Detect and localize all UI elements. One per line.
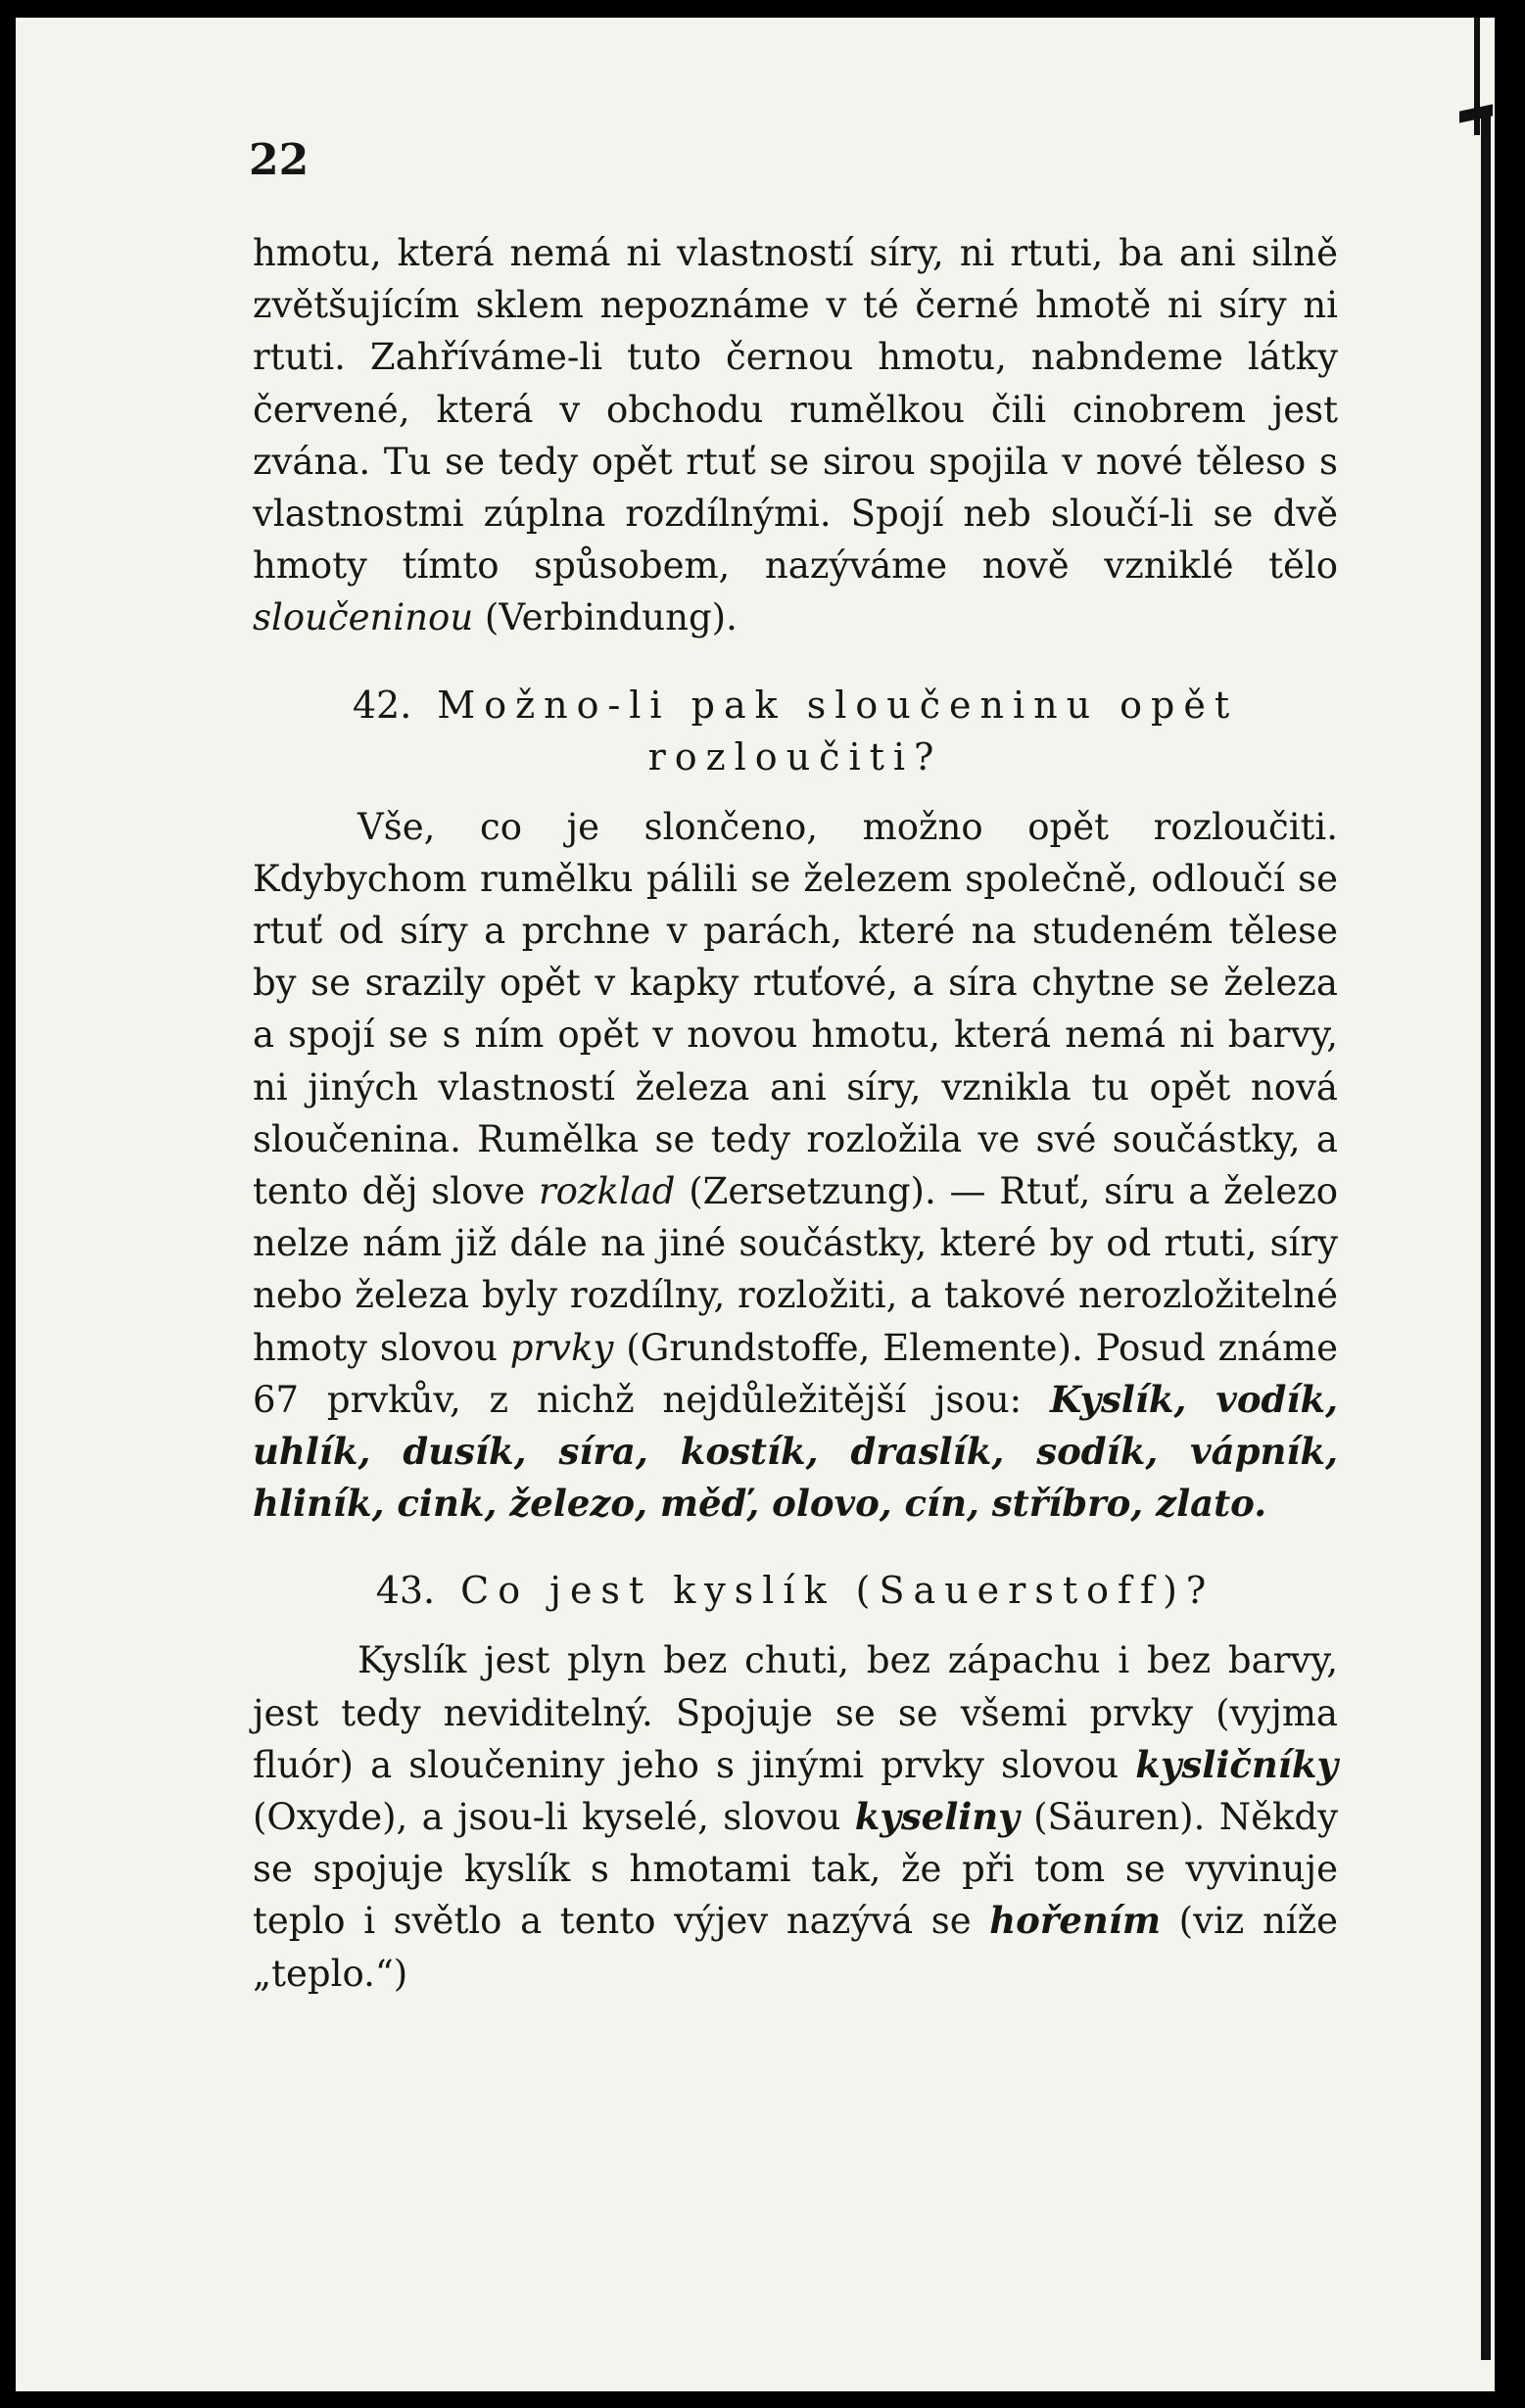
question-42-text: Možno-li pak sloučeninu opět rozloučiti? (437, 683, 1239, 779)
paragraph-3-text-c: (Säuren). Někdy se spojuje kyslík s hmotami tak, že při tom se vyvinuje teplo i světlo a tento výjev nazývá se (253, 1796, 1338, 1943)
paragraph-3 (253, 1634, 1338, 1999)
page-number: 22 (249, 135, 310, 185)
term-sloucenina: sloučeninou (253, 596, 474, 639)
question-43-number: 43. (375, 1569, 436, 1613)
question-42-number: 42. (352, 683, 412, 727)
term-rozklad: rozklad (538, 1170, 676, 1213)
element-list: Kyslík, vodík, uhlík, dusík, síra, kostík, draslík, sodík, vápník, hliník, cink, železo, měď, olovo, cín, stříbro, zlato. (253, 1377, 1338, 1526)
paragraph-2-text-a: Vše, co je slončeno, možno opět rozloučiti. Kdybychom rumělku pálili se železem společně, odloučí se rtuť od síry a prchne v parách, které na studeném tělese by se srazily opět v kapky rtuťové, a síra chytne se železa a spojí se s ním opět v novou hmotu, která nemá ni barvy, ni jiných vlastností železa ani síry, vznikla tu opět nová sloučenina. Rumělka se tedy rozložila ve své součástky, a tento děj slove (253, 805, 1338, 1213)
term-kyseliny: kyseliny (854, 1795, 1020, 1839)
question-43-heading (253, 1565, 1338, 1617)
question-43-text: Co jest kyslík (Sauerstoff)? (460, 1569, 1215, 1613)
paragraph-3-text-d: (viz níže „teplo.“) (253, 1900, 1338, 1995)
paragraph-1 (253, 227, 1338, 644)
paragraph-1-text-b: (Verbindung). (473, 596, 738, 639)
paragraph-3-text-a: Kyslík jest plyn bez chuti, bez zápachu i bez barvy, jest tedy neviditelný. Spojuje se se všemi prvky (vyjma fluór) a sloučeniny jeho s jinými prvky slovou (253, 1639, 1338, 1786)
paragraph-3-text-b: (Oxyde), a jsou-li kyselé, slovou (253, 1796, 855, 1839)
paragraph-2-text-c: (Grundstoffe, Elemente). Posud známe 67 prvkův, z nichž nejdůležitější jsou: (253, 1326, 1338, 1421)
term-prvky: prvky (509, 1326, 614, 1369)
paragraph-1-text-a: hmotu, která nemá ni vlastností síry, ni rtuti, ba ani silně zvětšujícím sklem nepoznáme v té černé hmotě ni síry ni rtuti. Zahříváme-li tuto černou hmotu, nabndeme látky červené, která v obchodu rumělkou čili cinobrem jest zvána. Tu se tedy opět rtuť se sirou spojila v nové těleso s vlastnostmi zúplna rozdílnými. Spojí neb sloučí-li se dvě hmoty tímto spůsobem, nazýváme nově vzniklé tělo (253, 232, 1338, 588)
binding-edge-line (1481, 108, 1491, 2360)
term-kyslicniky: kysličníky (1135, 1742, 1338, 1786)
page-body (253, 227, 1338, 2000)
term-horeni: hořením (989, 1899, 1161, 1943)
question-42-heading (253, 680, 1338, 783)
paragraph-2-text-b: (Zersetzung). — Rtuť, síru a železo nelze nám již dále na jiné součástky, které by od rtuti, síry nebo železa byly rozdílny, rozložiti, a takové nerozložitelné hmoty slovou (253, 1170, 1338, 1369)
paragraph-2 (253, 801, 1338, 1531)
